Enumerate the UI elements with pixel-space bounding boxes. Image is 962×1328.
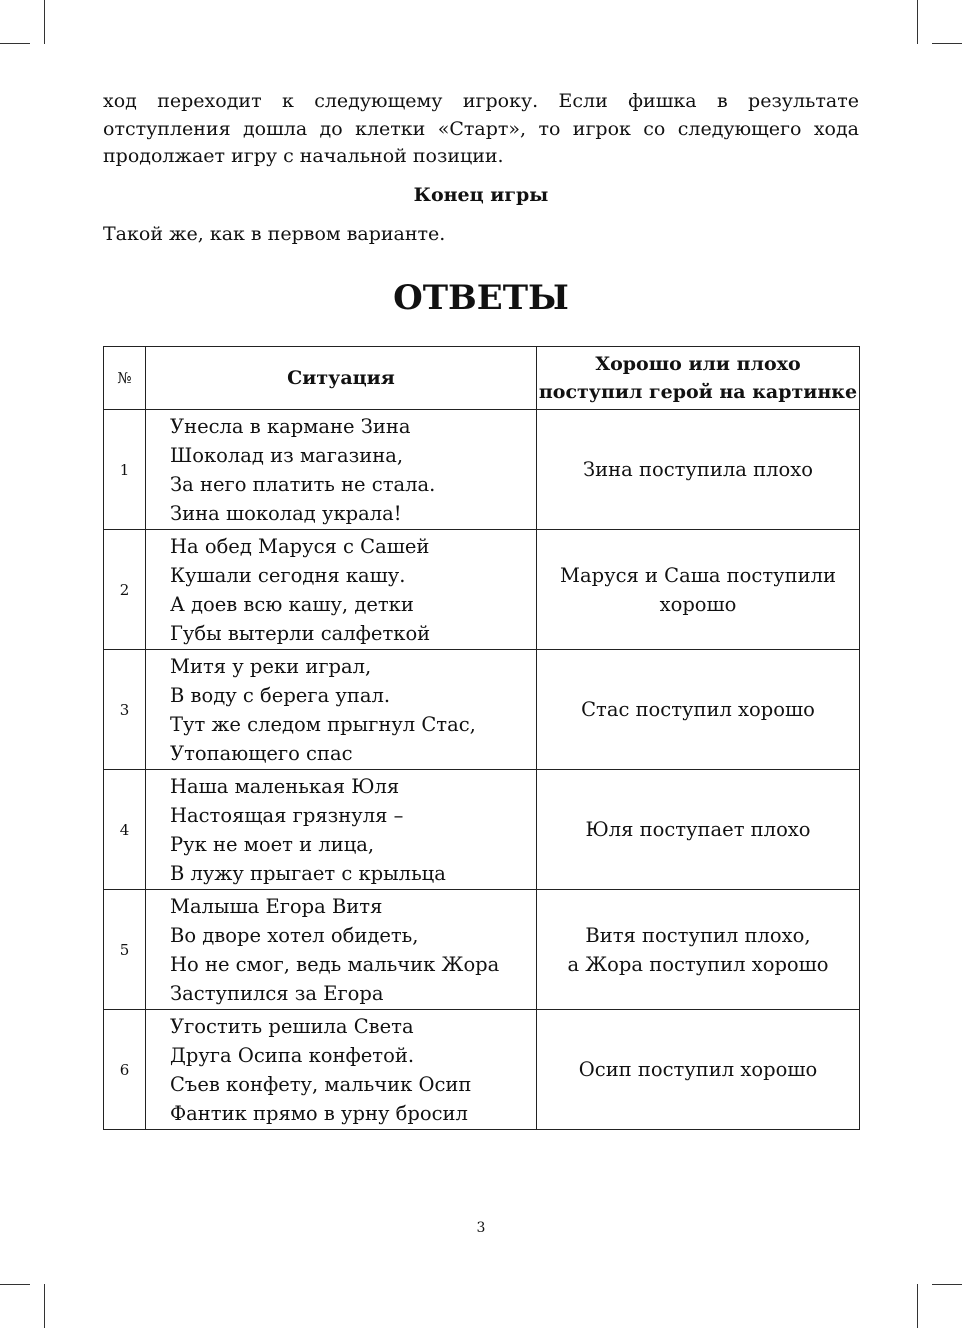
header-answer: [537, 347, 860, 410]
page-number: 3: [476, 1220, 486, 1236]
situation-poem: [146, 770, 537, 890]
row-number: 6: [104, 1010, 146, 1130]
poem-line: За него платить не стала.: [170, 472, 436, 496]
situation-poem: [146, 410, 537, 530]
poem-line: Рук не моет и лица,: [170, 832, 375, 856]
poem-line: Заступился за Егора: [170, 981, 384, 1005]
poem-line: Унесла в кармане Зина: [170, 414, 411, 438]
answer-cell: [537, 1010, 860, 1130]
answer-line: Юля поступает плохо: [585, 818, 811, 841]
poem-line: А доев всю кашу, детки: [170, 592, 414, 616]
row-number: 3: [104, 650, 146, 770]
answer-line: Витя поступил плохо,: [585, 923, 811, 947]
poem-line: Фантик прямо в урну бросил: [170, 1101, 468, 1125]
poem-line: Угостить решила Света: [170, 1014, 414, 1038]
answer-cell: [537, 410, 860, 530]
table-row: [104, 890, 860, 1010]
row-number: 2: [104, 530, 146, 650]
header-answer-line: поступил герой на картинке: [538, 381, 858, 403]
header-situation: Ситуация: [146, 347, 537, 410]
poem-line: Съев конфету, мальчик Осип: [170, 1072, 472, 1096]
row-number: 5: [104, 890, 146, 1010]
answer-line: Зина поступила плохо: [583, 458, 813, 481]
table-row: [104, 770, 860, 890]
section-subheading: Конец игры: [413, 184, 549, 206]
poem-line: В лужу прыгает с крыльца: [170, 861, 446, 885]
poem-line: Наша маленькая Юля: [170, 774, 400, 798]
answer-line: Стас поступил хорошо: [581, 698, 815, 721]
answer-line: Осип поступил хорошо: [578, 1058, 818, 1081]
answer-line: хорошо: [659, 592, 737, 616]
same-as-first-variant-text: Такой же, как в первом варианте.: [103, 223, 446, 245]
table-row: [104, 650, 860, 770]
poem-line: Друга Осипа конфетой.: [170, 1043, 415, 1067]
answer-cell: [537, 650, 860, 770]
poem-line: Во дворе хотел обидеть,: [170, 923, 419, 947]
poem-line: Но не смог, ведь мальчик Жора: [170, 952, 500, 976]
header-number: №: [104, 347, 146, 410]
situation-poem: [146, 890, 537, 1010]
answer-cell: [537, 890, 860, 1010]
answer-line: Маруся и Саша поступили: [560, 563, 836, 587]
situation-poem: [146, 1010, 537, 1130]
poem-line: Малыша Егора Витя: [170, 894, 383, 918]
poem-line: Кушали сегодня кашу.: [170, 563, 406, 587]
crop-mark: [0, 1284, 30, 1285]
table-row: [104, 530, 860, 650]
crop-mark: [44, 0, 45, 44]
row-number: 4: [104, 770, 146, 890]
poem-line: Настоящая грязнуля –: [170, 803, 404, 827]
crop-mark: [932, 1284, 962, 1285]
poem-line: В воду с берега упал.: [170, 683, 391, 707]
poem-line: На обед Маруся с Сашей: [170, 534, 430, 558]
answer-cell: [537, 770, 860, 890]
crop-mark: [932, 43, 962, 44]
intro-paragraph: ход переходит к следующему игроку. Если фишка в результате отступления дошла до клетки «Старт», то игрок со следующего хода продолжает игру с начальной позиции.: [103, 90, 859, 167]
poem-line: Шоколад из магазина,: [170, 443, 404, 467]
table-header-row: [104, 347, 860, 410]
crop-mark: [917, 1284, 918, 1328]
crop-mark: [917, 0, 918, 44]
table-row: [104, 410, 860, 530]
poem-line: Зина шоколад украла!: [170, 501, 402, 525]
page-title: ОТВЕТЫ: [393, 278, 569, 318]
answers-table: [103, 346, 860, 1130]
crop-mark: [44, 1284, 45, 1328]
row-number: 1: [104, 410, 146, 530]
situation-poem: [146, 530, 537, 650]
table-row: [104, 1010, 860, 1130]
poem-line: Митя у реки играл,: [170, 654, 372, 678]
answer-cell: [537, 530, 860, 650]
situation-poem: [146, 650, 537, 770]
poem-line: Губы вытерли салфеткой: [170, 621, 431, 645]
crop-mark: [0, 43, 30, 44]
answer-line: а Жора поступил хорошо: [567, 952, 829, 976]
poem-line: Тут же следом прыгнул Стас,: [170, 712, 476, 736]
header-answer-line: Хорошо или плохо: [595, 353, 801, 375]
poem-line: Утопающего спас: [170, 741, 353, 765]
